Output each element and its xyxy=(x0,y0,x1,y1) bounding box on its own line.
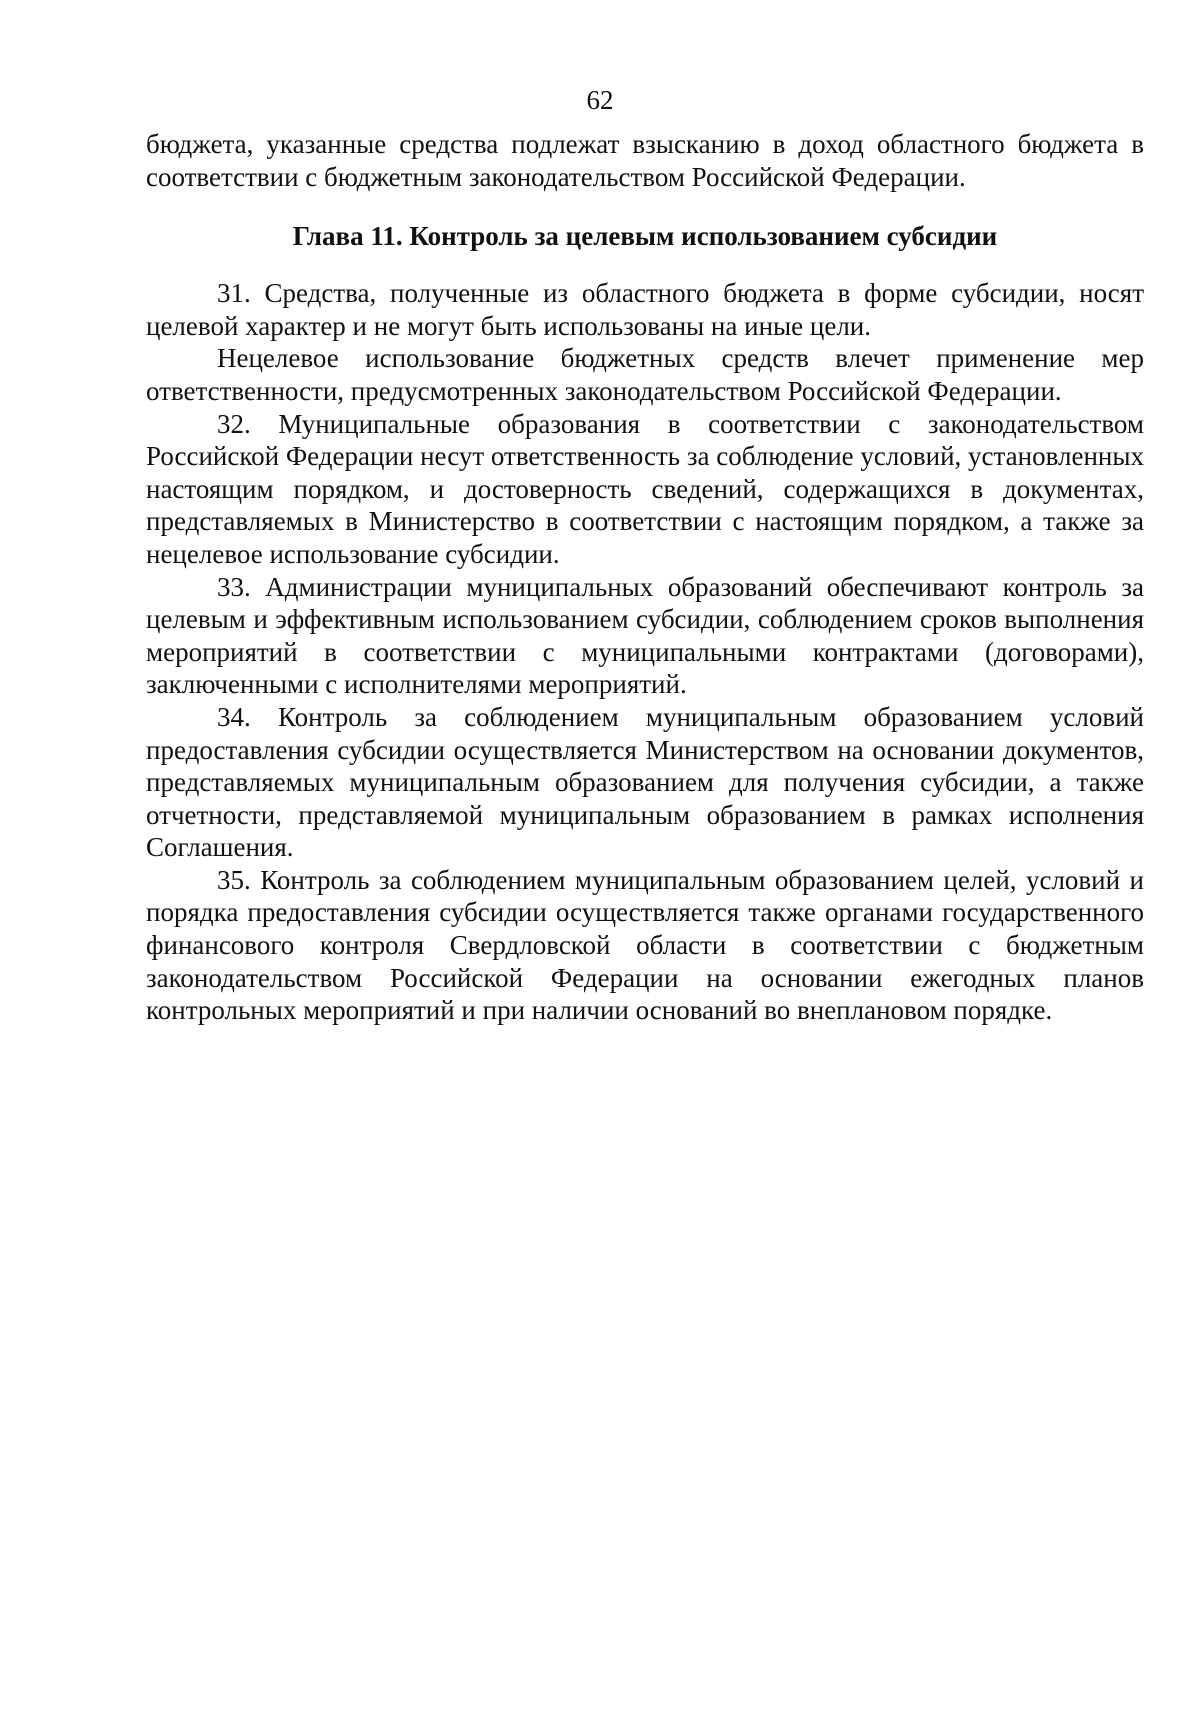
page-number: 62 xyxy=(586,85,614,115)
paragraph-35: 35. Контроль за соблюдением муниципальным образованием целей, условий и порядка предоставления субсидии осуществляется также органами государственного финансового контроля Свердловской области в соответствии с бюджетным законодательством Российской Федерации на основании ежегодных планов контрольных мероприятий и при наличии оснований во внеплановом порядке. xyxy=(146,864,1144,1026)
paragraph-33: 33. Администрации муниципальных образований обеспечивают контроль за целевым и эффективным использованием субсидии, соблюдением сроков выполнения мероприятий в соответствии с муниципальными контрактами (договорами), заключенными с исполнителями мероприятий. xyxy=(146,571,1144,700)
opening-paragraph: бюджета, указанные средства подлежат взысканию в доход областного бюджета в соответствии с бюджетным законодательством Российской Федерации. xyxy=(146,129,1144,192)
document-body xyxy=(146,128,1144,1027)
paragraph-34: 34. Контроль за соблюдением муниципальным образованием условий предоставления субсидии осуществляется Министерством на основании документов, представляемых муниципальным образованием для получения субсидии, а также отчетности, представляемой муниципальным образованием в рамках исполнения Соглашения. xyxy=(146,701,1144,863)
paragraph-32: 32. Муниципальные образования в соответствии с законодательством Российской Федерации несут ответственность за соблюдение условий, установленных настоящим порядком, и достоверность сведений, содержащихся в документах, представляемых в Министерство в соответствии с настоящим порядком, а также за нецелевое использование субсидии. xyxy=(146,408,1144,569)
paragraph-31: 31. Средства, полученные из областного бюджета в форме субсидии, носят целевой характер и не могут быть использованы на иные цели. xyxy=(146,278,1144,341)
chapter-title: Глава 11. Контроль за целевым использованием субсидии xyxy=(292,221,998,252)
paragraph-31-continuation: Нецелевое использование бюджетных средств влечет применение мер ответственности, предусмотренных законодательством Российской Федерации. xyxy=(146,343,1144,406)
